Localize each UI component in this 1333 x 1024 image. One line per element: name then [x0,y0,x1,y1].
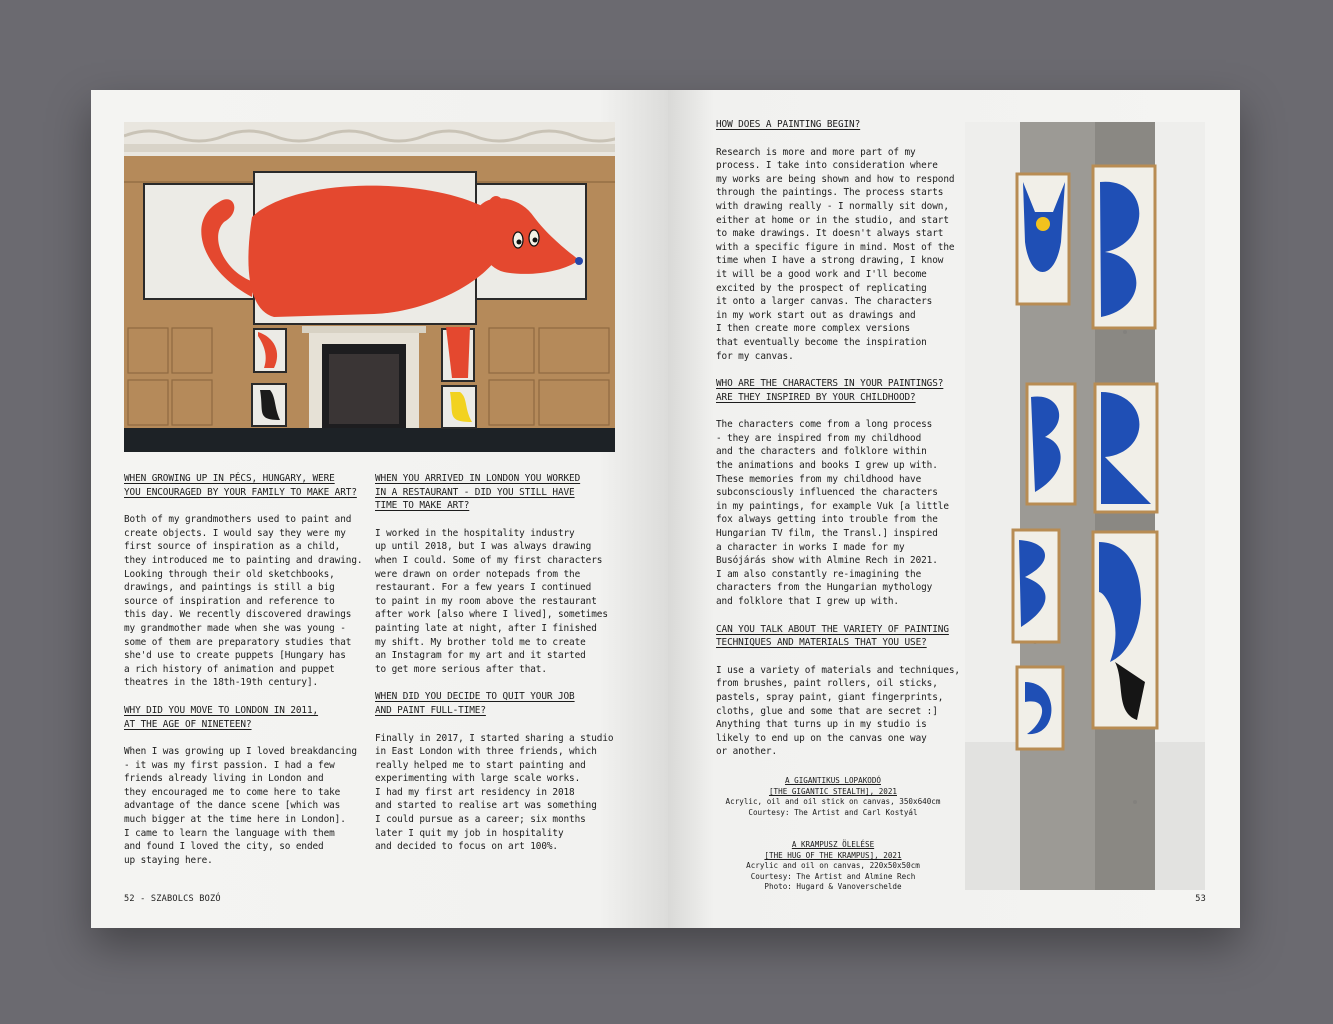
page-folio: 52 - SZABOLCS BOZÓ [124,894,221,904]
left-page [91,90,668,928]
answer-paragraph: Both of my grandmothers used to paint and create objects. I would say they were my first source of inspiration as a child, they introduced me to painting and drawing. Looking through their old sketchbooks, drawings, and paintings is still a big source of inspiration and reference to this day. We recently discovered drawings my grandmother made when she was young - some of them are preparatory studies that she'd use to create puppets [Hungary has a rich history of animation and puppet theatres in the 18th-19th century]. [124,514,363,689]
question-heading: WHEN DID YOU DECIDE TO QUIT YOUR JOB AND PAINT FULL-TIME? [375,691,575,716]
left-column-1 [124,472,369,881]
answer-paragraph: I use a variety of materials and techniques, from brushes, paint rollers, oil sticks, pastels, spray paint, giant fingerprints, cloths, glue and some that are secret :] Anything that turns up in my studio is likely to end up on the canvas one way or another. [716,664,960,758]
caption-details: Acrylic, oil and oil stick on canvas, 350x640cm Courtesy: The Artist and Carl Kostyál [725,797,941,817]
question-heading: HOW DOES A PAINTING BEGIN? [716,119,861,130]
answer-paragraph: Research is more and more part of my process. I take into consideration where my works are being shown and how to respond through the paintings. The process starts with drawing really - I normally sit down, either at home or in the studio, and start to make drawings. It doesn't always start with a specific figure in mind. Most of the time when I have a strong drawing, I know it will be a good work and I'll become excited by the prospect of replicating it onto a larger canvas. The characters in my work start out as drawings and I then create more complex versions that eventually become the inspiration for my canvas. [716,146,955,362]
page-folio: 53 [1195,894,1206,904]
question-heading: CAN YOU TALK ABOUT THE VARIETY OF PAINTING TECHNIQUES AND MATERIALS THAT YOU USE? [716,623,949,649]
answer-paragraph: When I was growing up I loved breakdancing - it was my first passion. I had a few friends already living in London and they encouraged me to come here to take advantage of the dance scene [which was much bigger at the time here in London]. I came to learn the language with them and found I loved the city, so ended up staying here. [124,746,357,866]
question-heading: WHEN YOU ARRIVED IN LONDON YOU WORKED IN A RESTAURANT - DID YOU STILL HAVE TIME TO MAKE ART? [375,473,581,512]
artwork-caption-1 [708,776,958,818]
answer-paragraph: Finally in 2017, I started sharing a studio in East London with three friends, which really helped me to start painting and experimenting with large scale works. I had my first art residency in 2018 and started to realise art was something I could pursue as a career; six months later I quit my job in hospitality and decided to focus on art 100%. [375,732,614,853]
caption-title: A KRAMPUSZ ÖLELÉSE [THE HUG OF THE KRAMPUS], 2021 [764,840,902,860]
right-text-column [716,118,961,773]
artwork-caption-2 [708,840,958,893]
pillar-installation-photo [965,122,1205,890]
left-column-2 [375,472,620,868]
answer-paragraph: The characters come from a long process - they are inspired from my childhood and the characters and folklore within the animations and books I grew up with. These memories from my childhood have subconsciously influenced the characters in my paintings, for example Vuk [a little fox always getting into trouble from the Hungarian TV film, the Transl.] inspired a character in works I made for my Busójárás show with Almine Rech in 2021. I am also constantly re-imagining the characters from the Hungarian mythology and folklore that I grew up with. [716,419,949,607]
gallery-room-photo [124,122,615,452]
magazine-spread [91,90,1240,928]
caption-details: Acrylic and oil on canvas, 220x50x50cm Courtesy: The Artist and Almine Rech Photo: Hugard & Vanoverschelde [746,861,920,892]
right-page [668,90,1240,928]
question-heading: WHY DID YOU MOVE TO LONDON IN 2011, AT THE AGE OF NINETEEN? [124,704,319,730]
caption-title: A GIGANTIKUS LOPAKODÓ [THE GIGANTIC STEALTH], 2021 [768,776,897,796]
question-heading: WHEN GROWING UP IN PÉCS, HUNGARY, WERE YOU ENCOURAGED BY YOUR FAMILY TO MAKE ART? [124,473,357,498]
question-heading: WHO ARE THE CHARACTERS IN YOUR PAINTINGS? ARE THEY INSPIRED BY YOUR CHILDHOOD? [716,378,944,403]
answer-paragraph: I worked in the hospitality industry up until 2018, but I was always drawing when I could. Some of my first characters were drawn on order notepads from the restaurant. For a few years I continued to paint in my room above the restaurant after work [also where I lived], sometimes painting late at night, after I finished my shift. My brother told me to create an Instagram for my art and it started to get more serious after that. [375,527,608,675]
